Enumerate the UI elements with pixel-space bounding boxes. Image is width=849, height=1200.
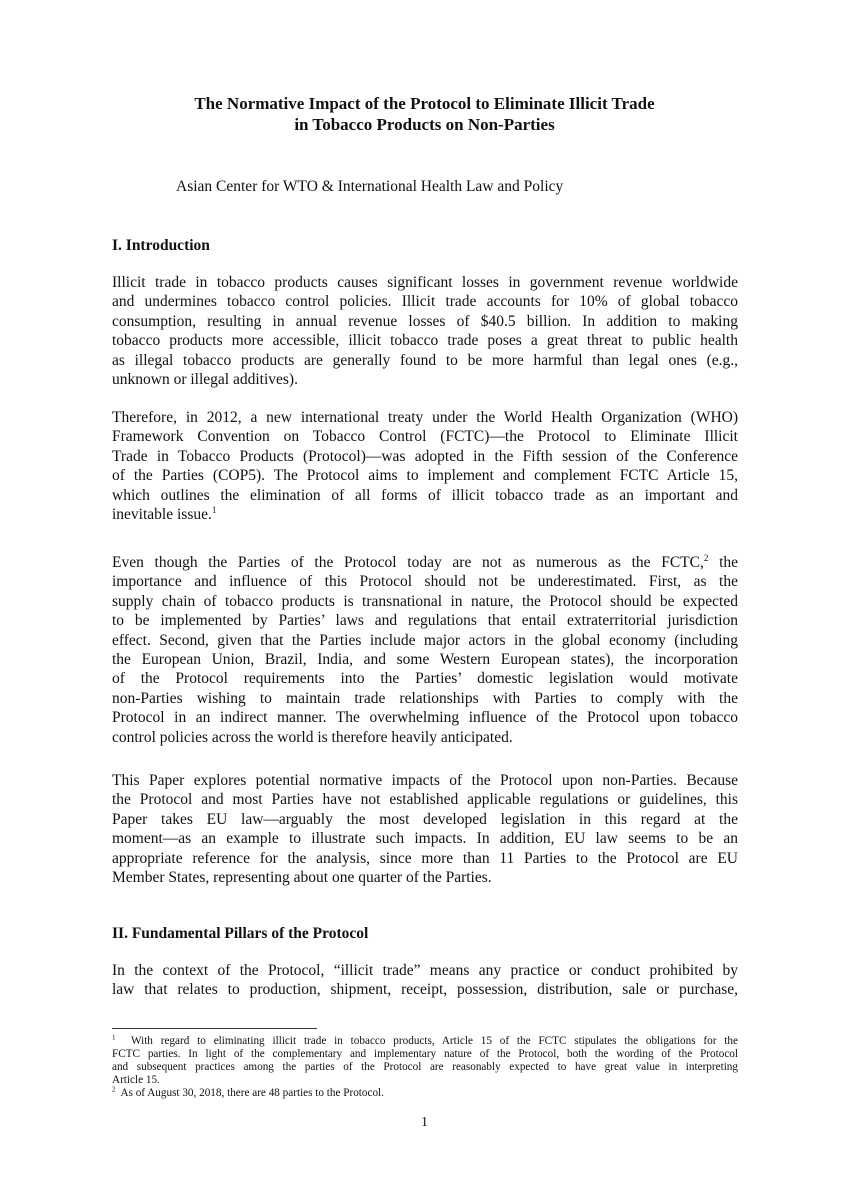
text-line — [112, 505, 738, 524]
text-line: supply chain of tobacco products is transnational in nature, the Protocol should be expected — [112, 592, 738, 610]
footnote-divider — [112, 1028, 317, 1029]
paragraph-pillars-1 — [112, 961, 738, 1000]
paper-title — [0, 93, 849, 135]
footnote-line: and subsequent practices among the parties of the Protocol are reasonably expected to have great value in interpreting — [112, 1061, 738, 1073]
paragraph-intro-2 — [112, 408, 738, 524]
text-line: tobacco products more accessible, illicit tobacco trade poses a great threat to public health — [112, 332, 738, 350]
text-line: appropriate reference for the analysis, since more than 11 Parties to the Protocol are EU — [112, 849, 738, 867]
text-line: as illegal tobacco products are generally found to be more harmful than legal ones (e.g., — [112, 351, 738, 369]
text-line: and undermines tobacco control policies. Illicit trade accounts for 10% of global tobacco — [112, 293, 738, 311]
text-line: which outlines the elimination of all forms of illicit tobacco trade as an important and — [112, 486, 738, 504]
text-line: Therefore, in 2012, a new international treaty under the World Health Organization (WHO) — [112, 409, 738, 426]
text-line: In the context of the Protocol, “illicit trade” means any practice or conduct prohibited by — [112, 962, 738, 979]
text-line: non-Parties wishing to maintain trade relationships with Parties to comply with the — [112, 689, 738, 707]
text-line: the Protocol and most Parties have not established applicable regulations or guidelines, this — [112, 791, 738, 809]
text-line: Illicit trade in tobacco products causes significant losses in government revenue worldwide — [112, 274, 738, 291]
section-heading-introduction: I. Introduction — [112, 237, 210, 254]
text-line: effect. Second, given that the Parties include major actors in the global economy (including — [112, 631, 738, 649]
text-fragment: the — [708, 554, 739, 571]
footnotes — [112, 1035, 738, 1100]
text-line: consumption, resulting in annual revenue losses of $40.5 billion. In addition to making — [112, 312, 738, 330]
footnote-ref-2[interactable]: 2 — [703, 552, 709, 563]
text-line: Trade in Tobacco Products (Protocol)—was adopted in the Fifth session of the Conference — [112, 447, 738, 465]
text-line: moment—as an example to illustrate such impacts. In addition, EU law seems to be an — [112, 830, 738, 848]
footnote-line — [112, 1087, 738, 1100]
footnote-line: FCTC parties. In light of the complementary and implementary nature of the Protocol, both the wording of the Protocol — [112, 1048, 738, 1060]
text-line — [112, 553, 738, 572]
author-affiliation: Asian Center for WTO & International Health Law and Policy — [176, 178, 564, 195]
text-fragment: Even though the Parties of the Protocol today are not as numerous as the FCTC, — [112, 554, 704, 571]
text-line: importance and influence of this Protocol should not be underestimated. First, as the — [112, 573, 738, 591]
title-line-1: The Normative Impact of the Protocol to Eliminate Illicit Trade — [194, 94, 655, 113]
text-line: of the Protocol requirements into the Parties’ domestic legislation would motivate — [112, 670, 738, 688]
text-line: Member States, representing about one quarter of the Parties. — [112, 869, 492, 887]
text-line: to be implemented by Parties’ laws and regulations that entail extraterritorial jurisdiction — [112, 612, 738, 630]
text-line: This Paper explores potential normative impacts of the Protocol upon non-Parties. Because — [112, 772, 738, 789]
text-line: of the Parties (COP5). The Protocol aims to implement and complement FCTC Article 15, — [112, 467, 738, 485]
title-line-2: in Tobacco Products on Non-Parties — [294, 115, 555, 134]
text-line: the European Union, Brazil, India, and some Western European states), the incorporation — [112, 651, 738, 669]
footnote-marker: 1 — [112, 1033, 116, 1042]
text-fragment: With regard to eliminating illicit trade in tobacco products, Article 15 of the FCTC stipulates the obligations for the — [130, 1035, 738, 1047]
text-line: control policies across the world is therefore heavily anticipated. — [112, 728, 513, 746]
footnote-1 — [112, 1035, 738, 1087]
text-line: law that relates to production, shipment, receipt, possession, distribution, sale or purchase, — [112, 981, 738, 999]
paragraph-intro-4 — [112, 771, 738, 887]
text-line: Paper takes EU law—arguably the most developed legislation in this regard at the — [112, 810, 738, 828]
text-fragment: inevitable issue. — [112, 506, 212, 524]
text-line: Protocol in an indirect manner. The overwhelming influence of the Protocol upon tobacco — [112, 709, 738, 727]
footnote-2 — [112, 1087, 738, 1100]
footnote-line — [112, 1035, 738, 1048]
section-heading-fundamental-pillars: II. Fundamental Pillars of the Protocol — [112, 925, 369, 942]
page-number: 1 — [421, 1115, 428, 1130]
text-line: unknown or illegal additives). — [112, 371, 298, 389]
footnote-marker: 2 — [112, 1085, 116, 1094]
footnote-line: Article 15. — [112, 1074, 160, 1086]
text-line: Framework Convention on Tobacco Control (FCTC)—the Protocol to Eliminate Illicit — [112, 428, 738, 446]
paragraph-intro-1 — [112, 273, 738, 389]
paragraph-intro-3 — [112, 553, 738, 747]
text-fragment: As of August 30, 2018, there are 48 parties to the Protocol. — [120, 1087, 384, 1099]
footnote-ref-1[interactable]: 1 — [211, 504, 217, 515]
